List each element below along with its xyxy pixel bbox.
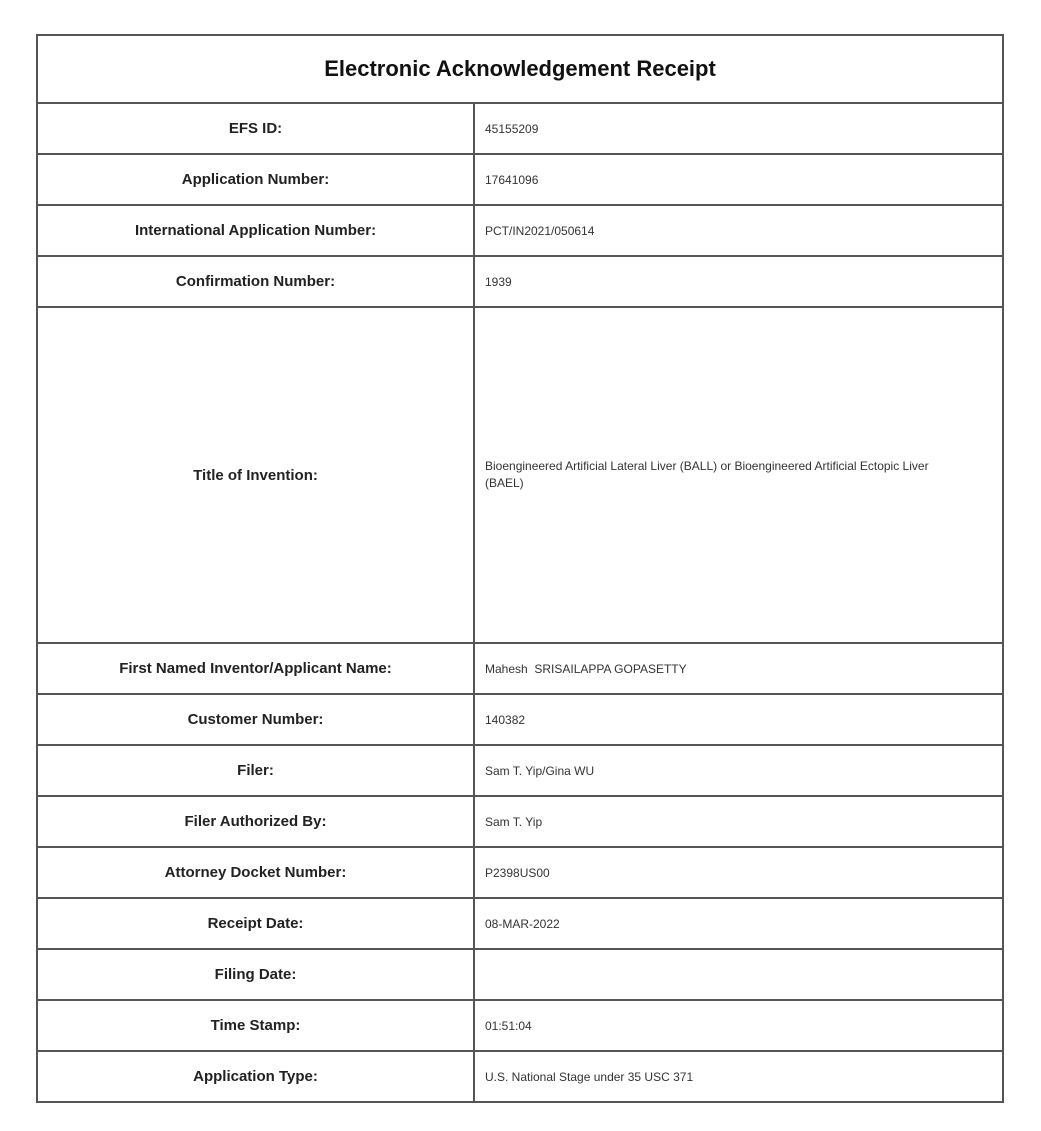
- row-filer-authorized-by: [38, 797, 1002, 848]
- row-value: 08-MAR-2022: [485, 916, 560, 931]
- row-international-application-number: [38, 206, 1002, 257]
- row-value: 01:51:04: [485, 1018, 532, 1033]
- row-label: Time Stamp:: [38, 1001, 475, 1050]
- row-label: Application Type:: [38, 1052, 475, 1101]
- acknowledgement-receipt-table: [36, 34, 1004, 1103]
- row-first-named-inventor: [38, 644, 1002, 695]
- receipt-title: Electronic Acknowledgement Receipt: [38, 36, 1002, 104]
- row-label: Title of Invention:: [38, 308, 475, 642]
- row-value: Sam T. Yip/Gina WU: [485, 763, 595, 778]
- row-filing-date: [38, 950, 1002, 1001]
- row-title-of-invention: [38, 308, 1002, 644]
- row-value: Mahesh SRISAILAPPA GOPASETTY: [485, 661, 687, 676]
- row-value: 1939: [485, 274, 512, 289]
- row-application-number: [38, 155, 1002, 206]
- row-value: Bioengineered Artificial Lateral Liver (BALL) or Bioengineered Artificial Ectopic Liver (BAEL): [485, 459, 929, 490]
- row-efs-id: [38, 104, 1002, 155]
- row-value: 140382: [485, 712, 526, 727]
- row-label: First Named Inventor/Applicant Name:: [38, 644, 475, 693]
- row-label: Receipt Date:: [38, 899, 475, 948]
- row-time-stamp: [38, 1001, 1002, 1052]
- row-confirmation-number: [38, 257, 1002, 308]
- row-value: 17641096: [485, 172, 539, 187]
- row-label: International Application Number:: [38, 206, 475, 255]
- row-customer-number: [38, 695, 1002, 746]
- row-value: [475, 950, 1002, 999]
- row-label: Application Number:: [38, 155, 475, 204]
- row-label: EFS ID:: [38, 104, 475, 153]
- row-value: P2398US00: [485, 865, 550, 880]
- row-value: Sam T. Yip: [485, 814, 543, 829]
- row-value: U.S. National Stage under 35 USC 371: [485, 1069, 694, 1084]
- row-label: Customer Number:: [38, 695, 475, 744]
- row-label: Filer:: [38, 746, 475, 795]
- row-label: Filing Date:: [38, 950, 475, 999]
- row-label: Attorney Docket Number:: [38, 848, 475, 897]
- row-filer: [38, 746, 1002, 797]
- row-application-type: [38, 1052, 1002, 1101]
- row-value: PCT/IN2021/050614: [485, 223, 595, 238]
- row-label: Filer Authorized By:: [38, 797, 475, 846]
- row-label: Confirmation Number:: [38, 257, 475, 306]
- row-value: 45155209: [485, 121, 539, 136]
- row-attorney-docket-number: [38, 848, 1002, 899]
- row-receipt-date: [38, 899, 1002, 950]
